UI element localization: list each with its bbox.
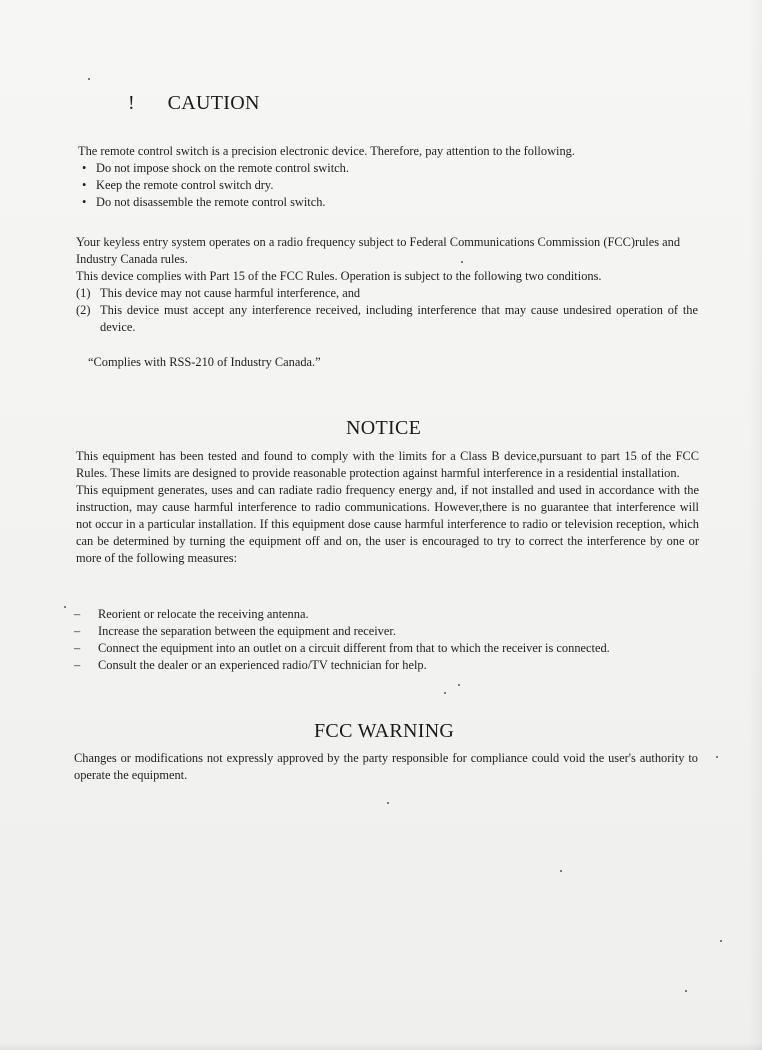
fcc-warning-section [74, 750, 698, 784]
scan-speck [685, 990, 687, 992]
scan-speck [560, 870, 562, 872]
scan-speck [716, 756, 718, 758]
notice-section [76, 448, 699, 567]
fcc-paragraph-2: This device complies with Part 15 of the FCC Rules. Operation is subject to the following two conditions. [76, 269, 602, 283]
scan-speck [461, 261, 463, 263]
fcc-warning-title: FCC WARNING [314, 720, 455, 742]
scan-speck [387, 802, 389, 804]
list-item: – Consult the dealer or an experienced radio/TV technician for help. [74, 658, 427, 672]
caution-title: CAUTION [167, 92, 260, 114]
list-item: (2) This device must accept any interference received, including interference that may cause undesired operation of the device. [76, 303, 698, 334]
fcc-warning-body: Changes or modifications not expressly approved by the party responsible for compliance could void the user's authority to operate the equipment. [74, 751, 698, 782]
notice-paragraph-2: This equipment generates, uses and can radiate radio frequency energy and, if not installed and used in accordance with the instruction, may cause harmful interference to radio communications. However,there is no guarantee that interference will not occur in a particular installation. If this equipment dose cause harmful interference to radio or television reception, which can be determined by turning the equipment off and on, the user is encouraged to try to correct the interference by one or more of the following measures: [76, 483, 699, 565]
scan-speck [88, 78, 90, 80]
scan-speck [458, 684, 460, 686]
condition-number: (2) [76, 303, 91, 317]
list-item: – Connect the equipment into an outlet on a circuit different from that to which the receiver is connected. [74, 641, 610, 655]
notice-paragraph-1: This equipment has been tested and found to comply with the limits for a Class B device,pursuant to part 15 of the FCC Rules. These limits are designed to provide reasonable protection against harmful interference in a residential installation. [76, 449, 699, 480]
fcc-warning-heading [314, 720, 454, 743]
list-item: • Do not disassemble the remote control switch. [82, 195, 326, 209]
dash-mark: – [74, 624, 81, 638]
caution-heading [128, 92, 260, 115]
notice-heading [346, 417, 421, 440]
rss-compliance-quote: “Complies with RSS-210 of Industry Canada.” [88, 355, 321, 369]
bullet-mark: • [82, 161, 87, 175]
caution-bullet-list [78, 160, 688, 211]
fcc-paragraph-1: Your keyless entry system operates on a radio frequency subject to Federal Communications Commission (FCC)rules and Industry Canada rules. [76, 235, 681, 266]
notice-title: NOTICE [346, 417, 422, 439]
page-bottom-shadow [0, 1042, 762, 1050]
page-edge-shadow [748, 0, 762, 1050]
bullet-mark: • [82, 195, 87, 209]
list-item: – Reorient or relocate the receiving antenna. [74, 607, 309, 621]
dash-mark: – [74, 658, 81, 672]
list-item: – Increase the separation between the equipment and receiver. [74, 624, 396, 638]
exclamation-icon: ! [128, 92, 135, 114]
list-item: • Do not impose shock on the remote control switch. [82, 161, 349, 175]
scan-speck [444, 692, 446, 694]
dash-mark: – [74, 607, 81, 621]
scan-speck [720, 940, 722, 942]
conditions-list [76, 285, 698, 336]
scan-speck [64, 606, 66, 608]
list-item: • Keep the remote control switch dry. [82, 178, 274, 192]
bullet-mark: • [82, 178, 87, 192]
caution-intro: The remote control switch is a precision electronic device. Therefore, pay attention to the following. [78, 144, 575, 158]
caution-section [78, 143, 688, 211]
measures-section [74, 606, 694, 674]
list-item: (1) This device may not cause harmful interference, and [76, 286, 361, 300]
dash-mark: – [74, 641, 81, 655]
measures-list [74, 606, 694, 674]
fcc-compliance-section [76, 234, 698, 336]
condition-number: (1) [76, 286, 91, 300]
